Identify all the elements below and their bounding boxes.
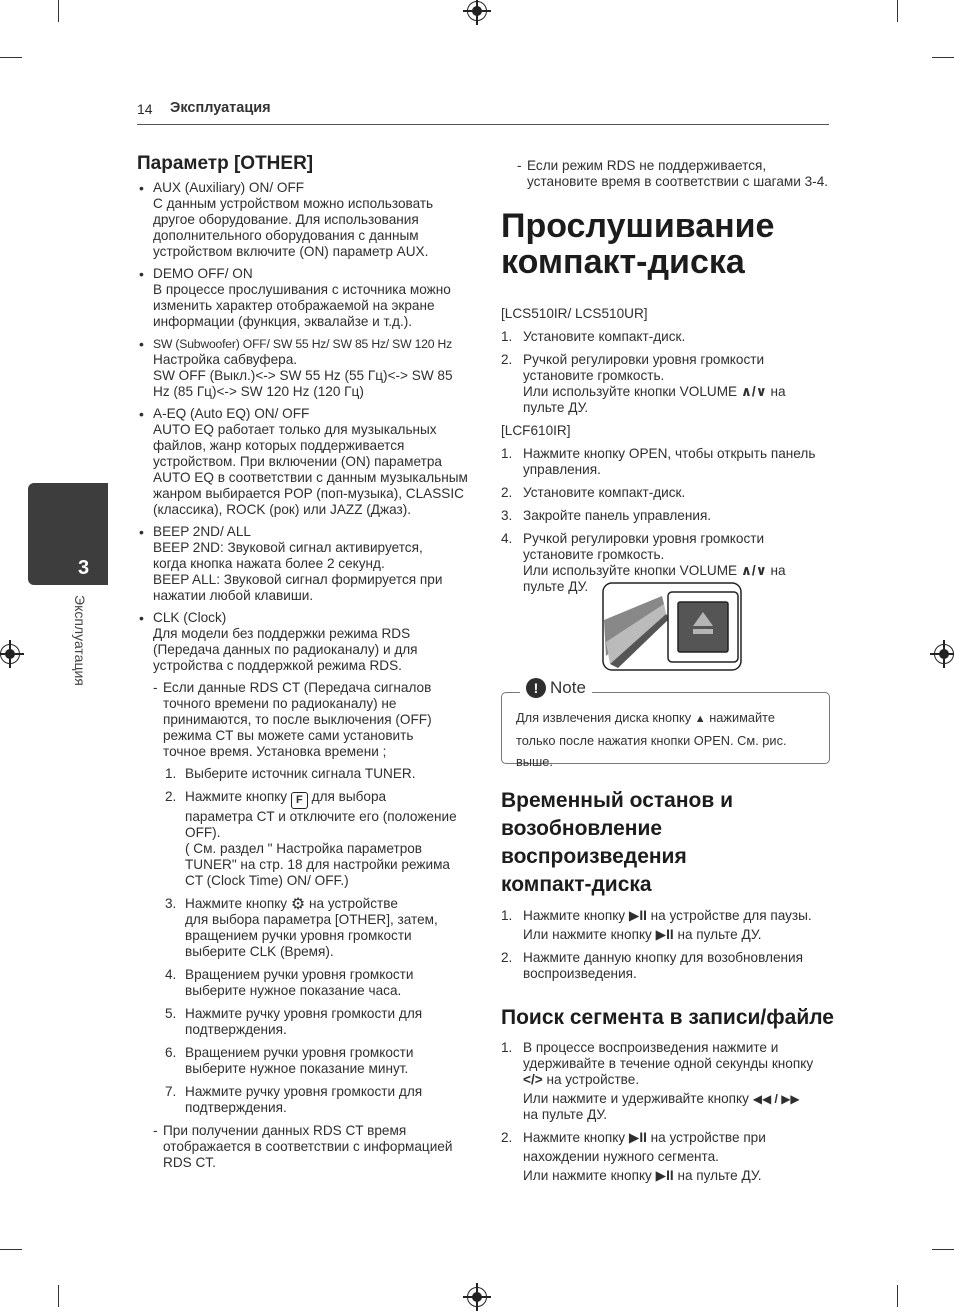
play-pause-icon: ▶II [628,1130,647,1145]
list-item: 1. В процессе воспроизведения нажмите и удерживайте в течение одной секунды кнопку </> на устройстве. Или нажмите и удерживайте кнопку ◀◀ / ▶▶ на пульте ДУ. [501,1040,814,1122]
list-item: 1. Установите компакт-диск. [501,329,686,344]
crop-mark [932,1249,954,1250]
play-pause-icon: ▶II [655,1168,674,1183]
list-item: • BEEP 2ND/ ALL BEEP 2ND: Звуковой сигнал активируется, когда кнопка нажата более 2 секунд. BEEP ALL: Звуковой сигнал формируется при нажатии любой клавиши. [137,524,472,604]
function-f-icon: F [291,792,308,809]
list-item: 2. Ручкой регулировки уровня громкости установите громкость. Или используйте кнопки VOLUME ∧/∨ на пульте ДУ. [501,352,786,415]
list-item: - Если данные RDS CT (Передача сигналов точного времени по радиоканалу) не принимаются, то после выключения (OFF) режима CT вы можете сами установить точное время. Установка времени ; [153,680,472,760]
list-item: 2. Нажмите кнопку F для выбора параметра CT и отключите его (положение OFF). ( См. раздел " Настройка параметров TUNER" на стр. 18 для настройки режима CT (Clock Time) ON/ OFF.) [165,789,457,888]
chapter-tab [28,483,108,585]
crop-mark [932,57,954,58]
list-item: 1. Нажмите кнопку OPEN, чтобы открыть панель управления. [501,446,816,477]
list-item: • DEMO OFF/ ON В процессе прослушивания с источника можно изменить характер отображаемой на экране информации (функция, эквалайзе и т.д.). [137,266,472,330]
chapter-number: 3 [78,557,90,579]
rewind-forward-icon: ◀◀ / ▶▶ [752,1092,800,1106]
play-pause-icon: ▶II [628,908,647,923]
list-item: • SW (Subwoofer) OFF/ SW 55 Hz/ SW 85 Hz/ SW 120 Hz Настройка сабвуфера. SW OFF (Выкл.)<-> SW 55 Hz (55 Гц)<-> SW 85 Hz (85 Гц)<-> SW 120 Hz (120 Гц) [137,336,472,400]
registration-mark-icon [467,1,487,21]
list-item: 4. Ручкой регулировки уровня громкости установите громкость. Или используйте кнопки VOLUME ∧/∨ на пульте ДУ. [501,531,786,594]
crop-mark [58,1285,59,1307]
list-item: • CLK (Clock) Для модели без поддержки режима RDS (Передача данных по радиоканалу) и для устройства с поддержкой режима RDS. [137,610,472,674]
left-column [137,153,472,1171]
crop-mark [897,0,898,22]
registration-mark-icon [934,644,954,664]
list-item: 4. Вращением ручки уровня громкости выберите нужное показание часа. [165,967,414,998]
crop-mark [897,1285,898,1307]
list-item: 2. Нажмите данную кнопку для возобновления воспроизведения. [501,950,803,981]
crop-mark [0,57,22,58]
list-item: 1. Выберите источник сигнала TUNER. [165,766,416,781]
play-pause-icon: ▶II [655,927,674,942]
volume-up-down-icon: ∧/∨ [740,563,767,578]
device-eject-illustration [602,582,742,672]
list-item: - Если режим RDS не поддерживается, установите время в соответствии с шагами 3-4. [517,158,831,190]
crop-mark [58,0,59,22]
model-label: [LCF610IR] [501,423,571,438]
list-item: - При получении данных RDS CT время отображается в соответствии с информацией RDS CT. [153,1123,472,1171]
gear-icon: ⚙ [290,896,306,913]
registration-mark-icon [0,644,20,664]
eject-icon: ▲ [694,713,706,725]
note-text: Для извлечения диска кнопку ▲ нажимайте только после нажатия кнопки OPEN. См. рис. выше. [516,710,787,769]
list-item: 3. Нажмите кнопку ⚙ на устройстве для выбора параметра [OTHER], затем, вращением ручки уровня громкости выберите CLK (Время). [165,896,438,959]
list-item: • AUX (Auxiliary) ON/ OFF С данным устройством можно использовать другое оборудование. Для использования дополнительного оборудования с данным устройством включите (ON) параметр AUX. [137,180,472,260]
model-label: [LCS510IR/ LCS510UR] [501,306,648,321]
section-title: Эксплуатация [170,100,271,116]
search-segment-heading: Поиск сегмента в записи/файле [501,1006,834,1029]
warning-icon: ! [526,678,546,698]
list-item: 7. Нажмите ручку уровня громкости для подтверждения. [165,1084,423,1115]
right-column-bottom [501,787,836,1191]
list-item: 6. Вращением ручки уровня громкости выберите нужное показание минут. [165,1045,414,1076]
note-header [520,678,592,702]
page-number: 14 [137,101,153,117]
list-item: 1. Нажмите кнопку ▶II на устройстве для паузы. Или нажмите кнопку ▶II на пульте ДУ. [501,908,812,942]
list-item: 2. Установите компакт-диск. [501,485,686,500]
cd-playback-title: Прослушивание компакт-диска [501,207,775,281]
list-item: • A-EQ (Auto EQ) ON/ OFF AUTO EQ работает только для музыкальных файлов, жанр которых поддерживается устройством. При включении (ON) параметра AUTO EQ в соответствии с данным музыкальным жанром выбирается POP (поп-музыка), CLASSIC (классика), ROCK (рок) или JAZZ (Джаз). [137,406,472,518]
chapter-label: Эксплуатация [72,595,88,686]
header-divider [137,124,829,125]
registration-mark-icon [467,1287,487,1307]
right-column [501,158,831,602]
note-title: Note [550,678,586,697]
list-item: 2. Нажмите кнопку ▶II на устройстве при нахождении нужного сегмента. Или нажмите кнопку ▶II на пульте ДУ. [501,1130,766,1183]
crop-mark [0,1249,22,1250]
list-item: 3. Закройте панель управления. [501,508,712,523]
volume-up-down-icon: ∧/∨ [740,384,767,399]
skip-back-forward-icon: </> [523,1072,543,1087]
list-item: 5. Нажмите ручку уровня громкости для подтверждения. [165,1006,423,1037]
pause-resume-heading: Временный останов и возобновление воспроизведения компакт-диска [501,789,734,896]
other-settings-heading: Параметр [OTHER] [137,153,314,174]
